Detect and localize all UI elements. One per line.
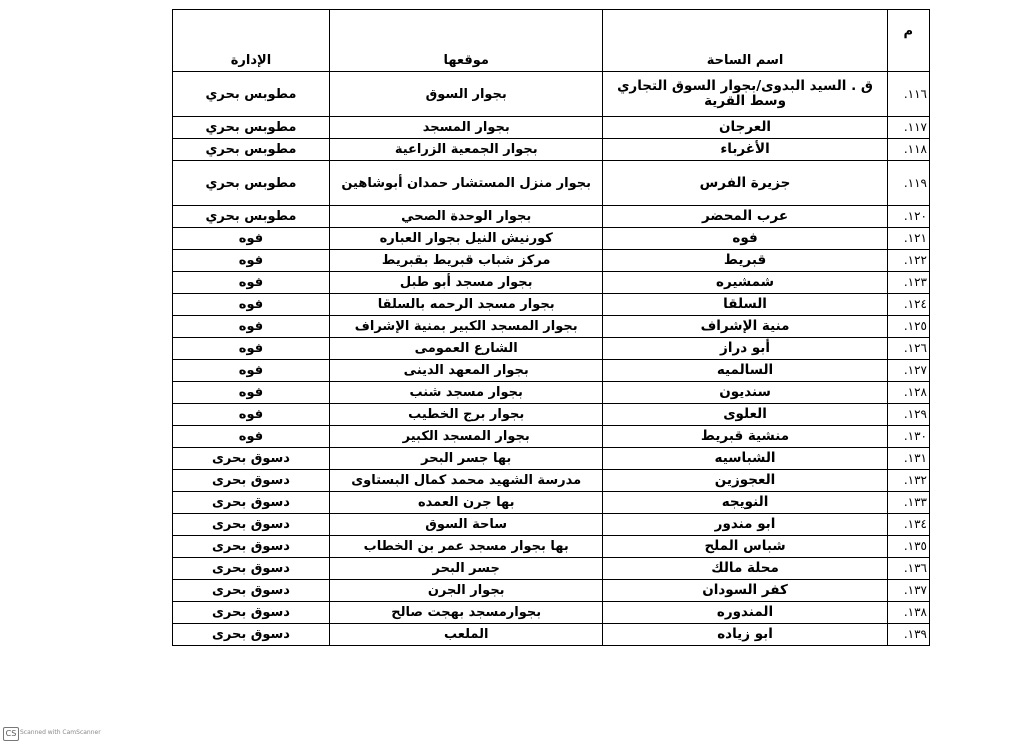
table-row	[173, 272, 930, 294]
row-number: ١٢٧.	[887, 360, 929, 382]
row-number: ١٣٨.	[887, 602, 929, 624]
row-number: ١٣٥.	[887, 536, 929, 558]
location-cell: جسر البحر	[329, 558, 603, 580]
table-row	[173, 206, 930, 228]
row-number: ١١٧.	[887, 117, 929, 139]
row-number: ١٢٦.	[887, 338, 929, 360]
administration-cell: دسوق بحرى	[173, 492, 330, 514]
square-name-cell: السالميه	[603, 360, 887, 382]
table-row	[173, 228, 930, 250]
row-number: ١٣٢.	[887, 470, 929, 492]
administration-cell: فوه	[173, 360, 330, 382]
square-name-cell: كفر السودان	[603, 580, 887, 602]
table-row	[173, 558, 930, 580]
location-cell: بجوار الجمعية الزراعية	[329, 139, 603, 161]
location-cell: مدرسة الشهيد محمد كمال البستاوى	[329, 470, 603, 492]
square-name-cell: شباس الملح	[603, 536, 887, 558]
administration-cell: دسوق بحرى	[173, 514, 330, 536]
row-number: ١٢٨.	[887, 382, 929, 404]
header-number: م	[887, 10, 929, 72]
location-cell: بجوار المعهد الدينى	[329, 360, 603, 382]
location-cell: بجوارمسجد بهجت صالح	[329, 602, 603, 624]
table-header-row	[173, 10, 930, 72]
administration-cell: دسوق بحرى	[173, 602, 330, 624]
table-row	[173, 448, 930, 470]
administration-cell: فوه	[173, 294, 330, 316]
location-cell: بها بجوار مسجد عمر بن الخطاب	[329, 536, 603, 558]
location-cell: بجوار المسجد الكبير	[329, 426, 603, 448]
location-cell: ساحة السوق	[329, 514, 603, 536]
row-number: ١٣٣.	[887, 492, 929, 514]
square-name-cell: جزيرة الفرس	[603, 161, 887, 206]
administration-cell: دسوق بحرى	[173, 470, 330, 492]
row-number: ١٣١.	[887, 448, 929, 470]
squares-table	[172, 9, 930, 646]
square-name-cell: ابو زياده	[603, 624, 887, 646]
camscanner-logo-icon: CS	[3, 727, 19, 741]
location-cell: بجوار منزل المستشار حمدان أبوشاهين	[329, 161, 603, 206]
administration-cell: دسوق بحرى	[173, 536, 330, 558]
administration-cell: مطوبس بحري	[173, 161, 330, 206]
row-number: ١٣٦.	[887, 558, 929, 580]
table-row	[173, 602, 930, 624]
square-name-cell: السلقا	[603, 294, 887, 316]
table-row	[173, 382, 930, 404]
location-cell: بجوار الوحدة الصحي	[329, 206, 603, 228]
table-row	[173, 250, 930, 272]
table-row	[173, 492, 930, 514]
location-cell: الملعب	[329, 624, 603, 646]
table-row	[173, 161, 930, 206]
administration-cell: فوه	[173, 316, 330, 338]
table-row	[173, 294, 930, 316]
table-row	[173, 470, 930, 492]
row-number: ١٢٠.	[887, 206, 929, 228]
square-name-cell: فوه	[603, 228, 887, 250]
square-name-cell: العلوى	[603, 404, 887, 426]
row-number: ١٣٤.	[887, 514, 929, 536]
location-cell: بها جسر البحر	[329, 448, 603, 470]
table-row	[173, 514, 930, 536]
row-number: ١١٦.	[887, 72, 929, 117]
table-row	[173, 536, 930, 558]
square-name-cell: سنديون	[603, 382, 887, 404]
administration-cell: فوه	[173, 404, 330, 426]
administration-cell: دسوق بحرى	[173, 448, 330, 470]
square-name-cell: شمشيره	[603, 272, 887, 294]
square-name-cell: المندوره	[603, 602, 887, 624]
location-cell: بجوار مسجد شنب	[329, 382, 603, 404]
square-name-cell: النويجه	[603, 492, 887, 514]
location-cell: مركز شباب قبريط بقبريط	[329, 250, 603, 272]
header-administration: الإدارة	[173, 10, 330, 72]
location-cell: كورنيش النيل بجوار العباره	[329, 228, 603, 250]
square-name-cell: منشية قبريط	[603, 426, 887, 448]
administration-cell: مطوبس بحري	[173, 139, 330, 161]
table-row	[173, 404, 930, 426]
square-name-cell: الشباسيه	[603, 448, 887, 470]
table-row	[173, 580, 930, 602]
administration-cell: مطوبس بحري	[173, 117, 330, 139]
administration-cell: فوه	[173, 382, 330, 404]
administration-cell: مطوبس بحري	[173, 72, 330, 117]
row-number: ١٢٤.	[887, 294, 929, 316]
location-cell: بجوار المسجد الكبير بمنية الإشراف	[329, 316, 603, 338]
table-row	[173, 624, 930, 646]
row-number: ١٢١.	[887, 228, 929, 250]
square-name-cell: العجوزين	[603, 470, 887, 492]
location-cell: بجوار برج الخطيب	[329, 404, 603, 426]
square-name-cell: عرب المحضر	[603, 206, 887, 228]
table-row	[173, 338, 930, 360]
administration-cell: دسوق بحرى	[173, 558, 330, 580]
row-number: ١١٩.	[887, 161, 929, 206]
square-name-cell: العرجان	[603, 117, 887, 139]
square-name-cell: ق . السيد البدوى/بجوار السوق التجاري وسط القرية	[603, 72, 887, 117]
administration-cell: دسوق بحرى	[173, 624, 330, 646]
location-cell: بجوار الجرن	[329, 580, 603, 602]
administration-cell: دسوق بحرى	[173, 580, 330, 602]
scanner-watermark-text: Scanned with CamScanner	[20, 729, 101, 736]
table-row	[173, 117, 930, 139]
square-name-cell: الأغرباء	[603, 139, 887, 161]
header-square-name: اسم الساحة	[603, 10, 887, 72]
location-cell: بجوار المسجد	[329, 117, 603, 139]
administration-cell: فوه	[173, 228, 330, 250]
location-cell: بجوار مسجد أبو طبل	[329, 272, 603, 294]
location-cell: بها جرن العمده	[329, 492, 603, 514]
square-name-cell: قبريط	[603, 250, 887, 272]
administration-cell: فوه	[173, 338, 330, 360]
square-name-cell: ابو مندور	[603, 514, 887, 536]
row-number: ١٢٢.	[887, 250, 929, 272]
location-cell: الشارع العمومى	[329, 338, 603, 360]
table-row	[173, 316, 930, 338]
header-location: موقعها	[329, 10, 603, 72]
row-number: ١٢٣.	[887, 272, 929, 294]
table-row	[173, 72, 930, 117]
square-name-cell: أبو دراز	[603, 338, 887, 360]
row-number: ١٣٩.	[887, 624, 929, 646]
administration-cell: مطوبس بحري	[173, 206, 330, 228]
square-name-cell: محلة مالك	[603, 558, 887, 580]
administration-cell: فوه	[173, 272, 330, 294]
row-number: ١٣٧.	[887, 580, 929, 602]
table-row	[173, 360, 930, 382]
table-row	[173, 426, 930, 448]
square-name-cell: منية الإشراف	[603, 316, 887, 338]
row-number: ١٣٠.	[887, 426, 929, 448]
row-number: ١٢٩.	[887, 404, 929, 426]
location-cell: بجوار مسجد الرحمه بالسلقا	[329, 294, 603, 316]
table-row	[173, 139, 930, 161]
administration-cell: فوه	[173, 426, 330, 448]
location-cell: بجوار السوق	[329, 72, 603, 117]
row-number: ١١٨.	[887, 139, 929, 161]
row-number: ١٢٥.	[887, 316, 929, 338]
administration-cell: فوه	[173, 250, 330, 272]
